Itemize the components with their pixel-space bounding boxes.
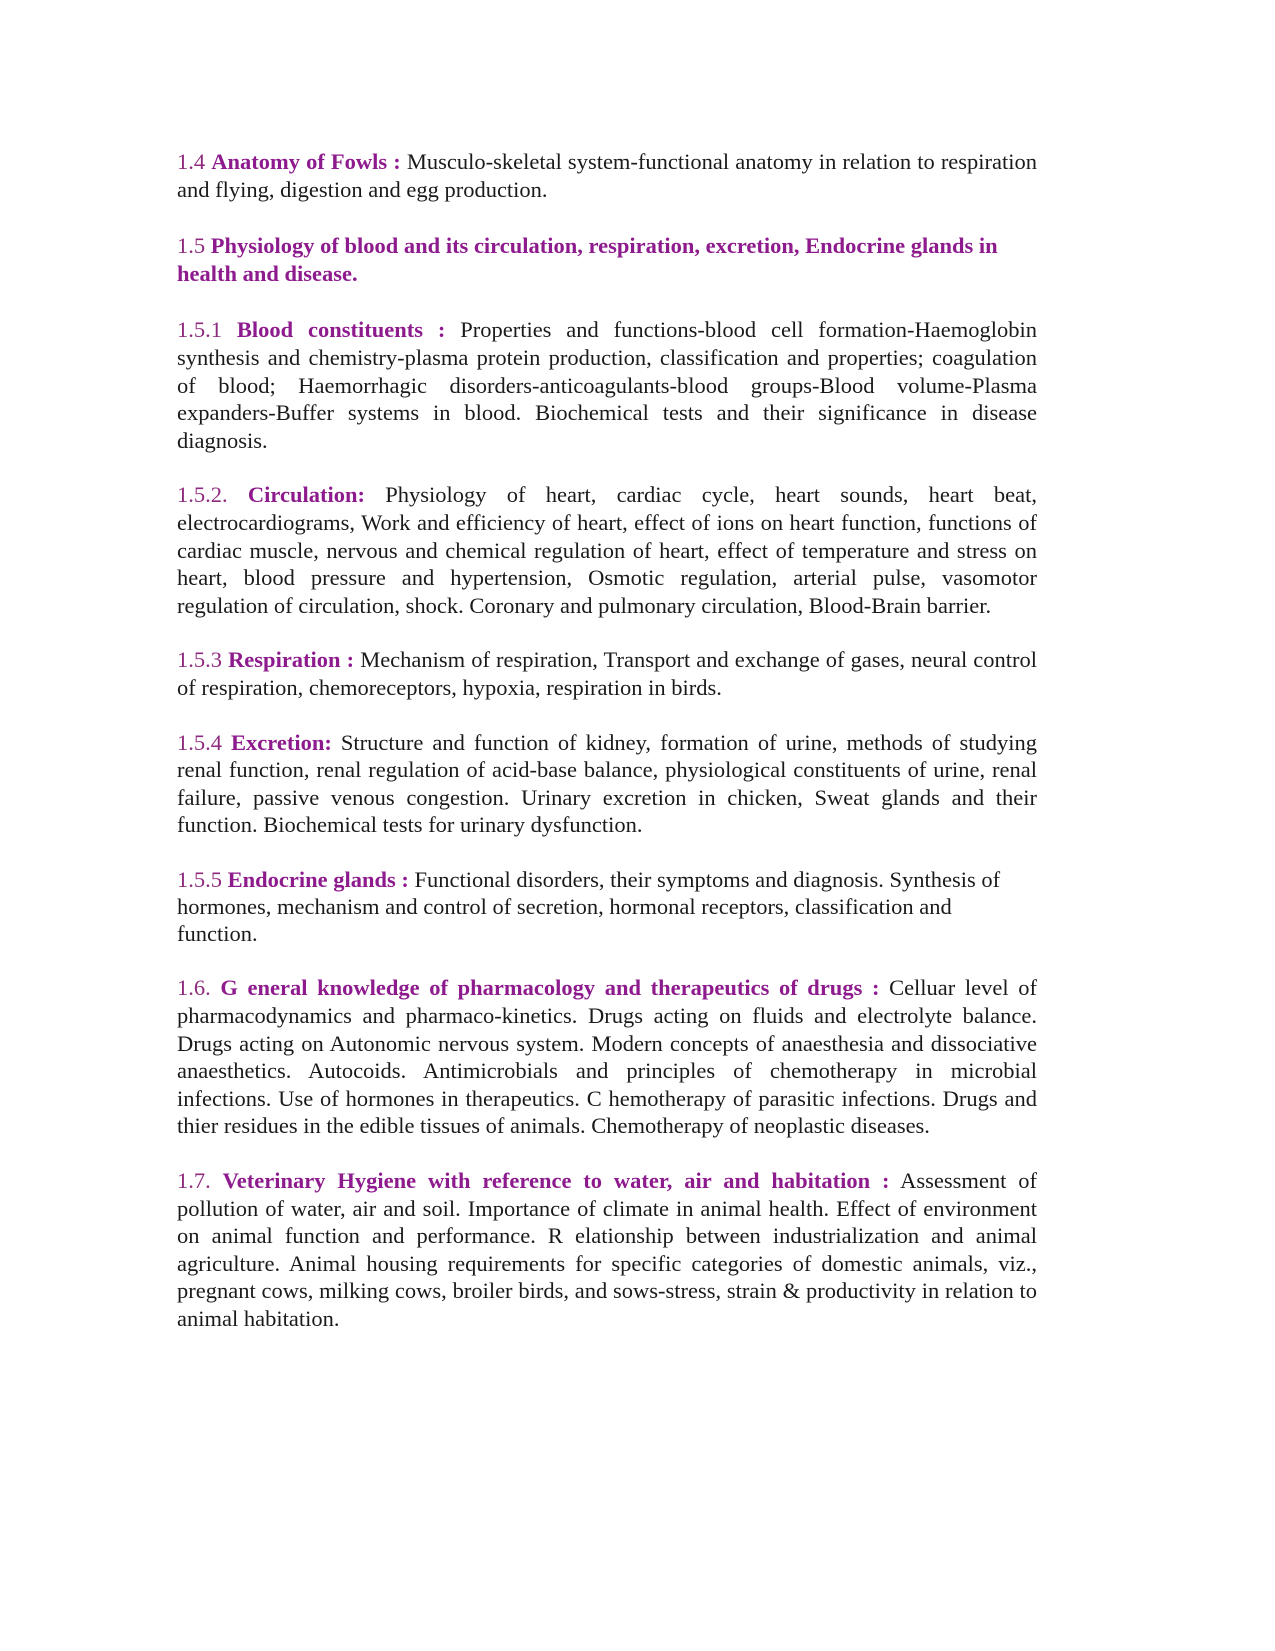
section-1-4-number: 1.4 <box>177 149 206 174</box>
section-1-5-2-body: Physiology of heart, cardiac cycle, heart sounds, heart beat, electrocardiograms, Work and efficiency of heart, effect of ions on heart function, functions of cardiac muscle, nervous and chemical regulation of heart, effect of temperature and stress on heart, blood pressure and hypertension, Osmotic regulation, arterial pulse, vasomotor regulation of circulation, shock. Coronary and pulmonary circulation, Blood-Brain barrier. <box>177 482 1037 618</box>
section-1-7-title: Veterinary Hygiene with reference to water, air and habitation : <box>222 1168 890 1194</box>
space <box>365 482 385 507</box>
section-1-5-3 <box>177 646 1037 701</box>
space <box>879 975 889 1000</box>
space <box>211 1168 223 1193</box>
section-1-6-body: Celluar level of pharmacodynamics and pharmaco-kinetics. Drugs acting on fluids and electrolyte balance. Drugs acting on Autonomic nervous system. Modern concepts of anaesthesia and dissociative anaesthetics. Autocoids. Antimicrobials and principles of chemotherapy in microbial infections. Use of hormones in therapeutics. C hemotherapy of parasitic infections. Drugs and thier residues in the edible tissues of animals. Chemotherapy of neoplastic diseases. <box>177 975 1037 1139</box>
section-1-5-3-body: Mechanism of respiration, Transport and exchange of gases, neural control of respiration, chemoreceptors, hypoxia, respiration in birds. <box>177 647 1038 700</box>
section-1-7 <box>177 1167 1037 1333</box>
space <box>890 1168 901 1193</box>
section-1-5-1-number: 1.5.1 <box>177 317 222 343</box>
section-1-5-4 <box>177 729 1037 839</box>
space <box>228 482 248 507</box>
section-1-4 <box>177 148 1037 203</box>
section-1-5-1-body: Properties and functions-blood cell formation-Haemoglobin synthesis and chemistry-plasma protein production, classification and properties; coagulation of blood; Haemorrhagic disorders-anticoagulants-blood groups-Blood volume-Plasma expanders-Buffer systems in blood. Biochemical tests and their significance in disease diagnosis. <box>177 317 1037 453</box>
page-content <box>177 148 1037 1333</box>
space <box>445 317 460 342</box>
section-1-5-5-number: 1.5.5 <box>177 866 222 892</box>
section-1-5-5-body: Functional disorders, their symptoms and diagnosis. Synthesis of hormones, mechanism and control of secretion, hormonal receptors, classification and function. <box>177 866 1001 947</box>
section-1-5-2-title: Circulation: <box>247 482 365 508</box>
space <box>222 317 237 342</box>
section-1-7-number: 1.7. <box>177 1168 211 1194</box>
section-1-5-3-number: 1.5.3 <box>177 647 222 673</box>
space <box>332 730 341 755</box>
section-1-5-number: 1.5 <box>177 233 206 259</box>
section-1-5-3-title: Respiration : <box>228 647 355 673</box>
section-1-6 <box>177 974 1037 1140</box>
section-1-4-body: Musculo-skeletal system-functional anatomy in relation to respiration and flying, digestion and egg production. <box>177 149 1038 202</box>
section-1-6-title: G eneral knowledge of pharmacology and therapeutics of drugs : <box>220 975 880 1001</box>
section-1-5-4-title: Excretion: <box>231 729 332 755</box>
space <box>211 975 221 1000</box>
section-1-6-number: 1.6. <box>177 975 211 1001</box>
section-1-4-title: Anatomy of Fowls : <box>211 149 401 174</box>
space <box>222 730 231 755</box>
section-1-5-2-number: 1.5.2. <box>177 482 228 508</box>
section-1-5-4-number: 1.5.4 <box>177 729 222 755</box>
section-1-5-1 <box>177 316 1037 454</box>
section-1-5-5-title: Endocrine glands : <box>227 866 409 892</box>
section-1-5-5 <box>177 866 1037 948</box>
section-1-5-title: Physiology of blood and its circulation, respiration, excretion, Endocrine glands in health and disease. <box>177 233 998 286</box>
section-1-7-body: Assessment of pollution of water, air and soil. Importance of climate in animal health. Effect of environment on animal function and performance. R elationship between industrialization and animal agriculture. Animal housing requirements for specific categories of domestic animals, viz., pregnant cows, milking cows, broiler birds, and sows-stress, strain & productivity in relation to animal habitation. <box>177 1168 1037 1332</box>
section-1-5-4-body: Structure and function of kidney, formation of urine, methods of studying renal function, renal regulation of acid-base balance, physiological constituents of urine, renal failure, passive venous congestion. Urinary excretion in chicken, Sweat glands and their function. Biochemical tests for urinary dysfunction. <box>177 729 1038 838</box>
section-1-5-2 <box>177 481 1037 619</box>
section-1-5 <box>177 232 1037 287</box>
section-1-5-1-title: Blood constituents : <box>236 317 446 343</box>
